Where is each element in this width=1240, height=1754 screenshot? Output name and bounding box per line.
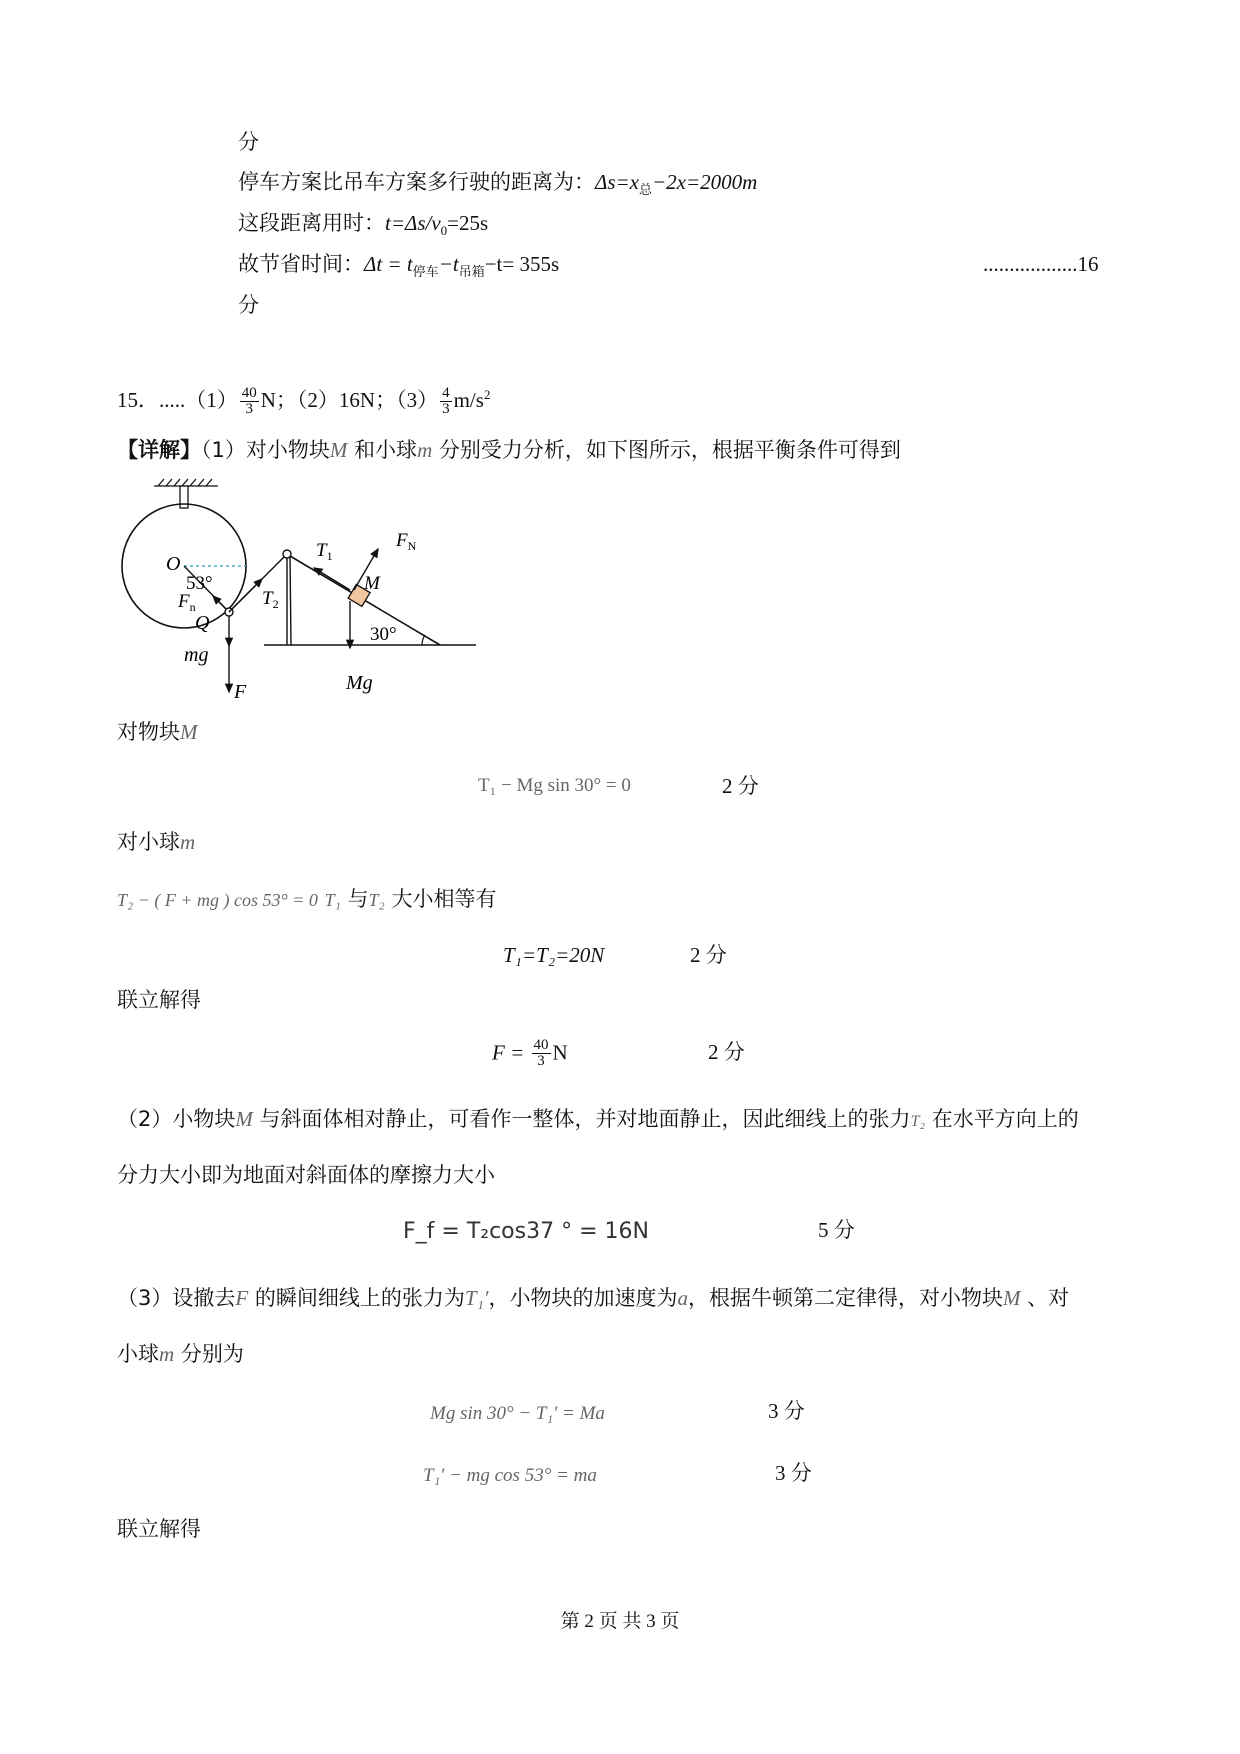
label-30: 30° xyxy=(370,624,397,645)
for-ball-m: m xyxy=(180,830,196,854)
detail-m: m xyxy=(417,438,433,462)
line-distance-sub: 总 xyxy=(639,183,653,199)
line-distance-label: 停车方案比吊车方案多行驶的距离为： xyxy=(238,170,595,194)
eq3-score: 2 分 xyxy=(690,943,727,967)
q15-ans3-unit: m/s xyxy=(453,388,484,412)
eq4 xyxy=(492,1038,568,1069)
eq4-score: 2 分 xyxy=(708,1040,745,1064)
p3-line2 xyxy=(117,1340,244,1368)
p3-line1 xyxy=(117,1284,1069,1312)
label-M: M xyxy=(364,573,380,594)
score-fen-top: 分 xyxy=(238,130,259,154)
line-time-label: 这段距离用时： xyxy=(238,211,385,235)
p3-c: ，小物块的加速度为 xyxy=(488,1286,678,1310)
incline-side xyxy=(290,556,291,645)
line-time-eq: t=Δs/v xyxy=(385,211,441,235)
t1-arrow xyxy=(314,568,350,590)
p2-M: M xyxy=(235,1107,253,1131)
line-save xyxy=(238,250,559,287)
line-save-score: ..................16 xyxy=(983,252,1099,276)
line-time-rest: =25s xyxy=(447,211,489,235)
eq5: F_f = T₂cos37 ° = 16N xyxy=(403,1219,649,1244)
line-save-sub1: 停车 xyxy=(412,265,439,281)
eq5-score: 5 分 xyxy=(818,1218,855,1242)
detail-text-a: （1）对小物块 xyxy=(201,438,330,462)
p3-a: （3）设撤去 xyxy=(117,1286,236,1310)
for-block-M: M xyxy=(180,720,198,744)
for-block-text: 对物块 xyxy=(117,720,180,744)
eq2-mid: 与 xyxy=(340,887,369,911)
line-distance-eq: Δs=x xyxy=(595,170,639,194)
p3-d: ，根据牛顿第二定律得，对小物块 xyxy=(687,1286,1003,1310)
eq2-t1: T₁ xyxy=(324,890,341,910)
q15-detail xyxy=(117,436,901,464)
label-t1: $T_1$ xyxy=(316,540,333,563)
eq4-unit: N xyxy=(552,1040,568,1065)
eq1-score: 2 分 xyxy=(722,774,759,798)
p2-line1 xyxy=(117,1105,1079,1136)
label-mg: mg xyxy=(184,644,209,666)
label-Mg: Mg xyxy=(346,672,373,694)
q15-ans1-unit: N xyxy=(260,388,276,412)
p3-T1p: T₁′ xyxy=(464,1286,489,1310)
label-o: O xyxy=(166,553,181,575)
for-ball-text: 对小球 xyxy=(117,830,180,854)
for-block xyxy=(117,718,198,746)
eq6-score: 3 分 xyxy=(768,1399,805,1423)
solve2: 联立解得 xyxy=(117,1517,201,1541)
force-diagram xyxy=(110,478,490,703)
line-distance xyxy=(238,168,757,205)
q15-answers xyxy=(117,381,490,417)
eq4-frac: $\frac{40}{3}$ xyxy=(533,1037,549,1069)
p2-line2: 分力大小即为地面对斜面体的摩擦力大小 xyxy=(117,1163,495,1187)
p3-line2-b: 分别为 xyxy=(174,1342,244,1366)
detail-tag: 【详解】 xyxy=(117,438,201,462)
line-time-sub: 0 xyxy=(440,223,448,239)
detail-text-c: 分别受力分析，如下图所示，根据平衡条件可得到 xyxy=(432,438,901,462)
q15-head: 15．.....（1） xyxy=(117,388,238,412)
p3-b: 的瞬间细线上的张力为 xyxy=(248,1286,465,1310)
line-save-eq-a: Δt = t xyxy=(364,252,413,276)
q15-ans3-frac: $\frac{4}{3}$ xyxy=(442,384,450,417)
t2-arrow xyxy=(229,579,262,612)
p2-b: 与斜面体相对静止，可看作一整体，并对地面静止，因此细线上的张力 xyxy=(252,1107,911,1131)
line-distance-rest: −2x=2000m xyxy=(652,170,758,194)
for-ball xyxy=(117,828,195,856)
line-save-eq-c: −t= 355s xyxy=(484,252,560,276)
label-53: 53° xyxy=(186,573,213,594)
ceiling-hatch xyxy=(154,479,218,486)
eq1: T₁ − Mg sin 30° = 0 xyxy=(478,775,631,796)
line-time xyxy=(238,209,488,245)
label-q: Q xyxy=(195,612,210,634)
line-save-sub2: 吊箱 xyxy=(458,265,485,281)
q15-ans3-sup: 2 xyxy=(483,387,491,402)
angle-30-arc xyxy=(422,635,425,645)
label-fn: $F_n$ xyxy=(178,591,196,614)
p3-M: M xyxy=(1002,1286,1021,1310)
eq2-line xyxy=(117,885,497,914)
page-footer: 第 2 页 共 3 页 xyxy=(560,1611,680,1632)
eq6: Mg sin 30° − T₁′ = Ma xyxy=(430,1403,605,1424)
p2-c: 在水平方向上的 xyxy=(925,1107,1079,1131)
label-t2: $T_2$ xyxy=(262,588,279,611)
solve1: 联立解得 xyxy=(117,988,201,1012)
p3-a-sym: a xyxy=(677,1286,688,1310)
eq2: T₂ − ( F + mg ) cos 53° = 0 xyxy=(117,890,318,910)
label-f: F xyxy=(234,681,247,703)
p3-line2-a: 小球 xyxy=(117,1342,159,1366)
eq4-lhs: F = xyxy=(492,1040,530,1065)
detail-M: M xyxy=(329,438,348,462)
eq2-tail: 大小相等有 xyxy=(384,887,497,911)
score-fen-bottom: 分 xyxy=(238,293,259,317)
p2-T2: T₂ xyxy=(910,1113,926,1130)
label-fN: $F_N$ xyxy=(396,530,417,553)
p3-F: F xyxy=(235,1286,249,1310)
p2-a: （2）小物块 xyxy=(117,1107,236,1131)
p3-line2-m: m xyxy=(159,1342,175,1366)
p3-e: 、对 xyxy=(1020,1286,1070,1310)
eq2-t2: T₂ xyxy=(368,890,385,910)
detail-text-b: 和小球 xyxy=(347,438,418,462)
q15-ans1-frac: $\frac{40}{3}$ xyxy=(241,384,257,417)
q15-ans-sep: ；（2）16N；（3） xyxy=(275,388,439,412)
eq3: T₁=T₂=20N xyxy=(503,943,605,967)
line-save-label: 故节省时间： xyxy=(238,252,364,276)
eq7: T₁′ − mg cos 53° = ma xyxy=(423,1465,597,1486)
line-save-eq-b: −t xyxy=(438,252,459,276)
eq7-score: 3 分 xyxy=(775,1461,812,1485)
